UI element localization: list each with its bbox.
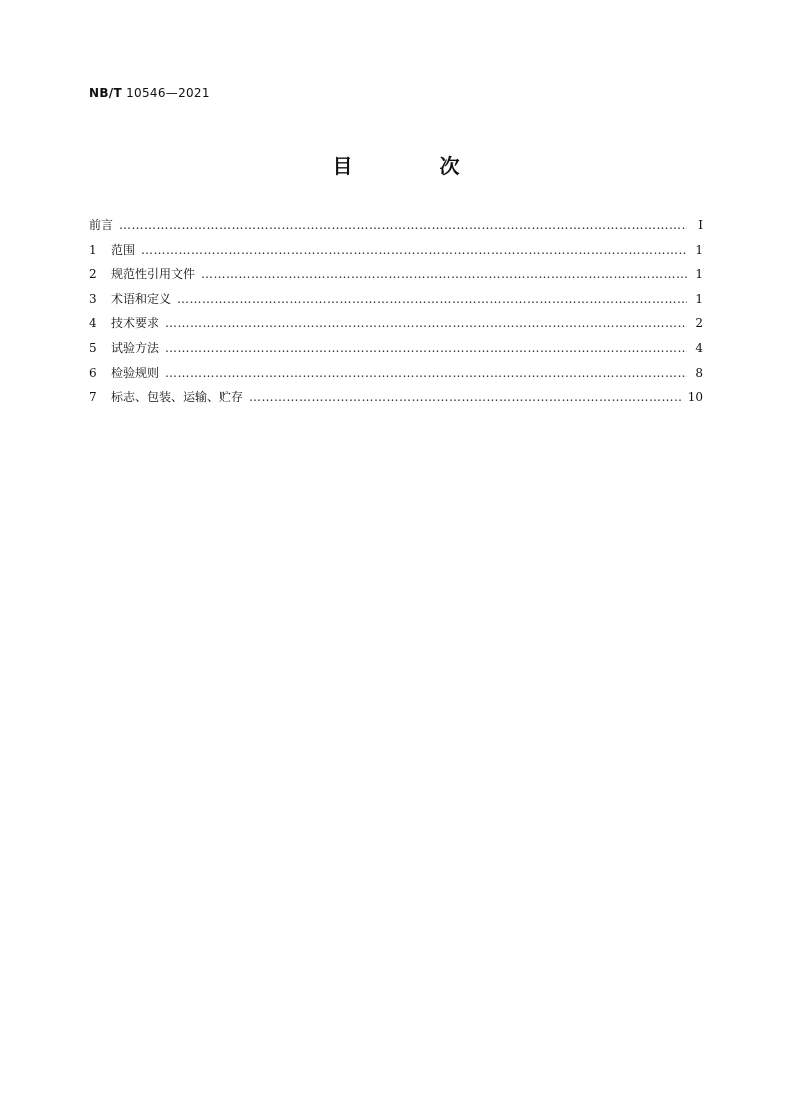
toc-entry-number: 2 [89,267,97,282]
toc-entry-label: 前言 [89,218,114,232]
toc-entry-label: 标志、包装、运输、贮存 [111,390,244,405]
toc-entry-scope[interactable] [89,241,703,266]
toc-leader-dots [119,218,687,232]
toc-leader-dots [165,341,687,355]
toc-entry-number: 3 [89,291,97,306]
toc-leader-dots [177,292,687,306]
toc-title: 目 次 [332,154,500,178]
toc-entry-label: 规范性引用文件 [111,267,196,282]
toc-entry-number: 5 [89,340,97,355]
toc-entry-label: 检验规则 [111,365,160,380]
toc-entry-preface[interactable] [89,216,703,241]
toc-entry-page: 1 [695,242,703,257]
toc-leader-dots [165,316,687,330]
toc-entry-terms-definitions[interactable] [89,290,703,315]
toc-entry-page: 8 [695,365,703,380]
toc-entry-label: 技术要求 [111,316,160,331]
document-code-prefix: NB/T [89,86,122,100]
toc-entry-label: 范围 [111,242,136,257]
table-of-contents [89,216,703,413]
toc-entry-page: 1 [695,291,703,306]
toc-entry-marking-packaging-transport-storage[interactable] [89,388,703,413]
toc-leader-dots [165,366,687,380]
toc-entry-test-methods[interactable] [89,339,703,364]
toc-entry-page: 1 [695,267,703,282]
toc-entry-page: 4 [695,340,703,355]
toc-leader-dots [141,243,687,257]
toc-entry-number: 4 [89,316,97,331]
toc-entry-number: 6 [89,365,97,380]
toc-entry-number: 1 [89,242,97,257]
toc-entry-technical-requirements[interactable] [89,314,703,339]
toc-entry-label: 试验方法 [111,340,160,355]
toc-entry-page: 10 [687,390,703,405]
toc-entry-inspection-rules[interactable] [89,364,703,389]
toc-leader-dots [201,267,687,281]
document-code [89,86,210,100]
toc-entry-label: 术语和定义 [111,291,172,306]
toc-entry-page: Ⅰ [698,218,703,232]
toc-entry-number: 7 [89,390,97,405]
toc-leader-dots [249,390,682,404]
document-code-number: 10546—2021 [126,86,210,100]
toc-entry-normative-references[interactable] [89,265,703,290]
toc-entry-page: 2 [695,316,703,331]
